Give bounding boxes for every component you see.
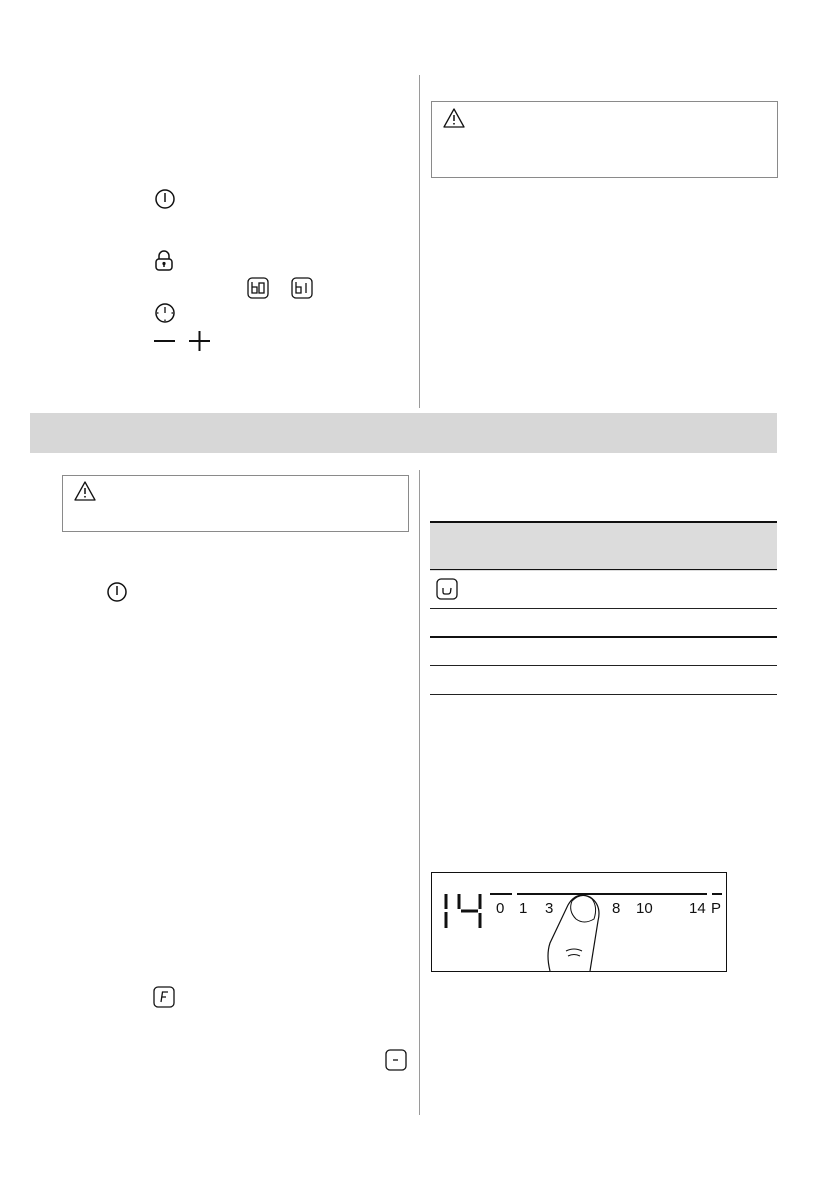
lock-icon (154, 250, 174, 272)
column-divider-top (419, 75, 420, 408)
scale-label[interactable]: 1 (519, 900, 528, 917)
control-panel-illustration (431, 872, 727, 972)
section-heading-bar (30, 413, 777, 453)
keep-warm-icon (436, 578, 458, 600)
f-key-icon (153, 986, 175, 1008)
on-off-icon (154, 188, 176, 210)
power-level-display (438, 891, 488, 931)
warning-box-top (431, 101, 778, 178)
scale-label[interactable]: 3 (545, 900, 554, 917)
scale-bar-left (490, 893, 512, 895)
table-rule (430, 665, 777, 666)
power-level-value (432, 873, 433, 874)
finger-icon (542, 885, 622, 971)
minus-icon (153, 330, 177, 352)
warning-box-bottom (62, 475, 409, 532)
table-rule (430, 569, 777, 570)
scale-label[interactable]: 14 (689, 900, 706, 917)
b1-key-icon (291, 277, 313, 299)
scale-label[interactable]: 10 (636, 900, 653, 917)
table-header (430, 521, 777, 571)
scale-bar-right (712, 893, 722, 895)
table-rule (430, 636, 777, 638)
warning-triangle-icon (443, 108, 465, 128)
scale-label[interactable]: 0 (496, 900, 505, 917)
dash-key-icon (385, 1049, 407, 1071)
b0-key-icon (247, 277, 269, 299)
table-rule (430, 608, 777, 609)
warning-triangle-icon (74, 481, 96, 501)
on-off-icon (106, 581, 128, 603)
timer-icon (154, 302, 176, 324)
table-rule (430, 694, 777, 695)
plus-icon (188, 330, 212, 352)
column-divider-bottom (419, 470, 420, 1115)
scale-label[interactable]: P (711, 900, 722, 917)
scale-label[interactable]: 8 (612, 900, 621, 917)
